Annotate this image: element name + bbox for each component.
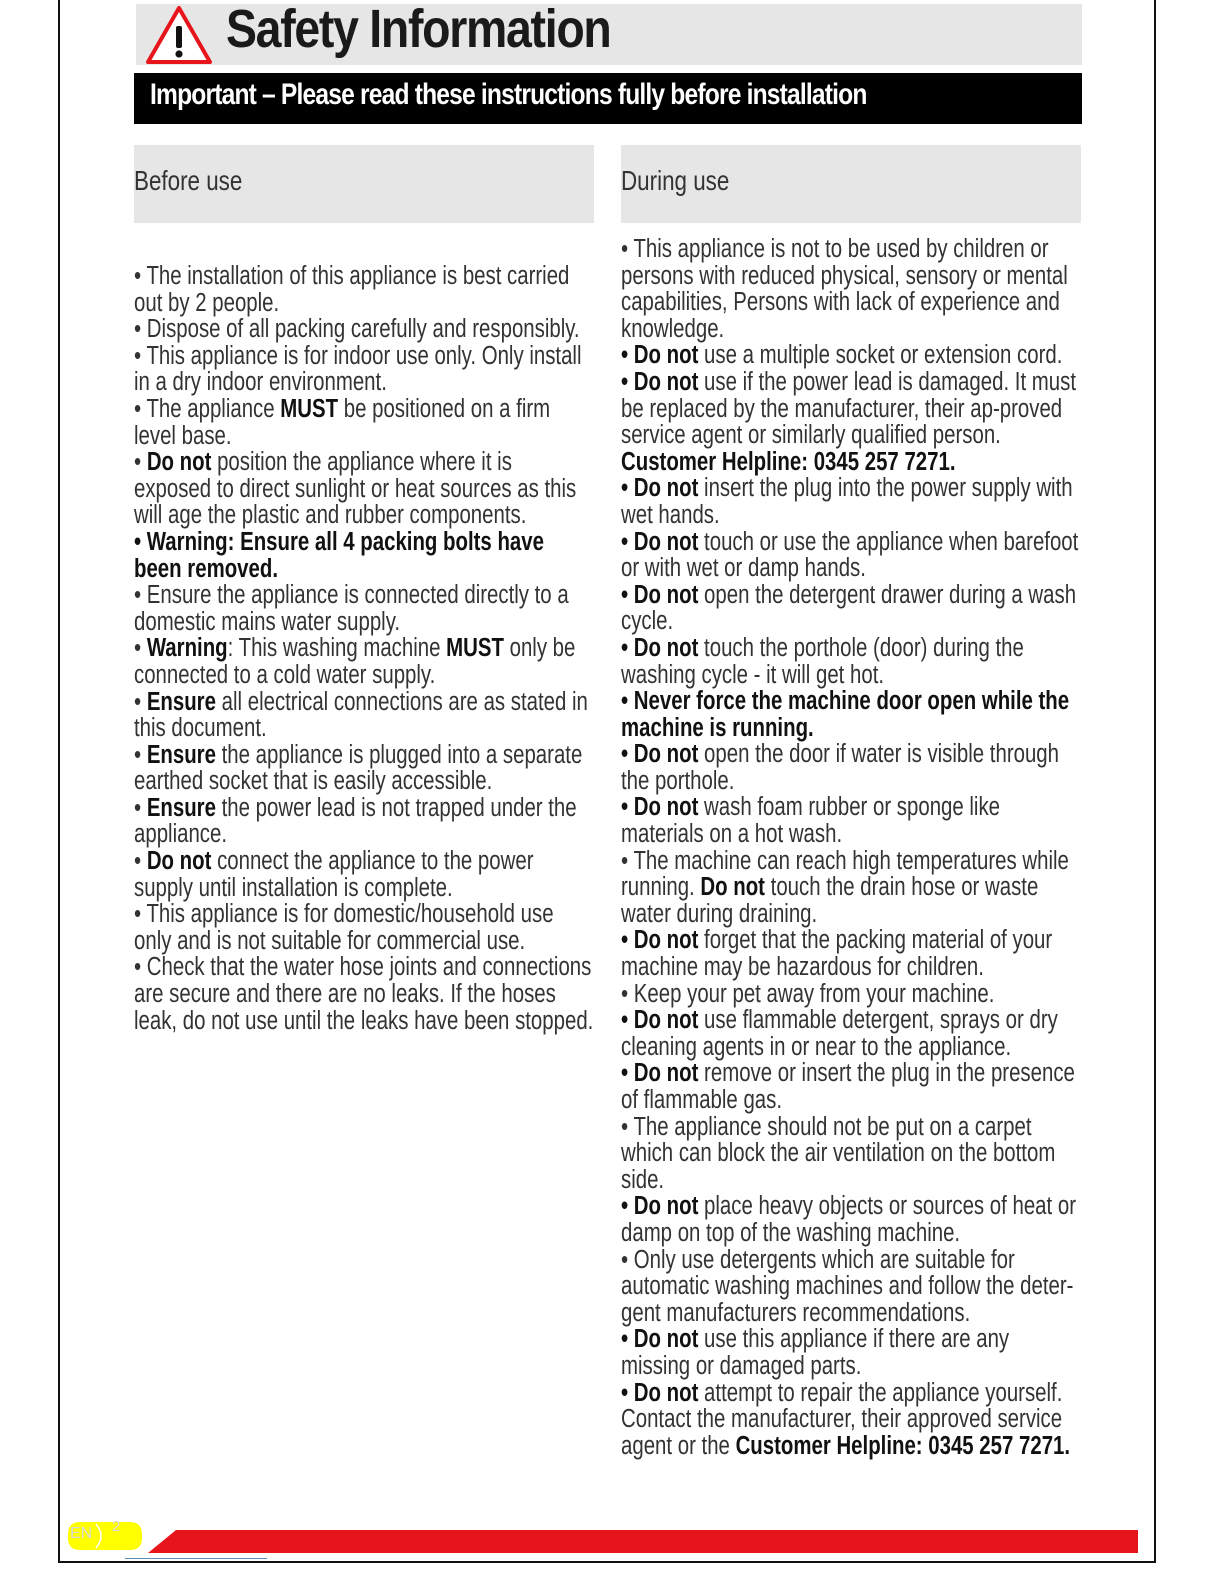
safety-item-emphasis: • Do not [621, 1378, 699, 1407]
safety-item-text: • This appliance is for domestic/household use only and is not suitable for commercial use. [134, 900, 554, 955]
safety-item-text: be positioned on a firm level base. [134, 394, 551, 450]
safety-item [621, 1380, 1081, 1460]
title-bar [136, 0, 1082, 65]
safety-item-emphasis: Customer Helpline: 0345 257 7271. [621, 447, 956, 476]
safety-item-emphasis: • Do not [621, 793, 699, 822]
safety-item-text: • The appliance should not be put on a carpet which can block the air ventilation on the bottom side. [621, 1112, 1056, 1194]
during-use-list [621, 236, 1081, 1459]
safety-item-emphasis: • Do not [621, 1059, 699, 1088]
safety-item-emphasis: • Do not [621, 474, 699, 503]
safety-item [134, 954, 594, 1034]
safety-item-emphasis: Do not [146, 847, 212, 876]
safety-item-text: • This appliance is not to be used by children or persons with reduced physical, sensory or mental capabilities, Persons with lack of experience and knowledge. [621, 235, 1068, 343]
safety-item [621, 1193, 1081, 1246]
safety-item-text: • Ensure the appliance is connected directly to a domestic mains water supply. [134, 581, 569, 636]
safety-item-text: open the door if water is visible through the porthole. [621, 740, 1059, 795]
safety-item [134, 263, 594, 316]
safety-item-text: use a multiple socket or extension cord. [698, 341, 1063, 370]
safety-item-text: all electrical connections are as stated in this document. [134, 687, 588, 743]
safety-item-text: insert the plug into the power supply with wet hands. [621, 474, 1073, 529]
safety-item-emphasis: Do not [146, 448, 212, 477]
safety-item [621, 635, 1081, 688]
safety-item [621, 848, 1081, 928]
safety-item-text: the appliance is plugged into a separate earthed socket that is easily accessible. [134, 740, 583, 796]
safety-item-emphasis: • Do not [621, 633, 699, 662]
safety-item-text: remove or insert the plug in the presence of flammable gas. [621, 1059, 1075, 1114]
safety-item [621, 1247, 1081, 1327]
safety-item-emphasis: Warning [146, 634, 228, 663]
safety-item [621, 688, 1081, 741]
during-use-heading: During use [621, 165, 730, 196]
safety-item [134, 582, 594, 635]
important-banner [134, 73, 1082, 124]
safety-item [621, 529, 1081, 582]
safety-item [621, 342, 1081, 369]
safety-item [134, 316, 594, 343]
safety-item-emphasis: • Warning: Ensure all 4 packing bolts have been removed. [134, 527, 544, 583]
safety-item [621, 475, 1081, 528]
safety-item [621, 794, 1081, 847]
during-use-heading-box [621, 145, 1081, 223]
safety-item-emphasis: • Do not [621, 1006, 699, 1035]
safety-item-text: open the detergent drawer during a wash cycle. [621, 580, 1077, 636]
safety-item-emphasis: • Do not [621, 1325, 699, 1354]
safety-item [134, 529, 594, 582]
safety-item-text: • [134, 687, 147, 716]
safety-item-emphasis: • Never force the machine door open while the machine is running. [621, 687, 1070, 742]
safety-item-text: : This washing machine [227, 634, 447, 663]
safety-item [621, 1114, 1081, 1194]
footer-underline [125, 1558, 267, 1559]
safety-item-text: touch the porthole (door) during the washing cycle - it will get hot. [621, 633, 1024, 689]
safety-item-emphasis: MUST [446, 634, 504, 663]
safety-item [134, 396, 594, 449]
safety-item-text: connect the appliance to the power supply until installation is complete. [134, 847, 534, 902]
page-number: 2 [112, 1518, 121, 1535]
safety-item-emphasis: Do not [700, 873, 765, 902]
safety-item-text: touch the drain hose or waste water during draining. [621, 873, 1039, 928]
safety-item-emphasis: • Do not [621, 341, 699, 370]
safety-item [621, 369, 1081, 475]
safety-item-text: • The appliance [134, 394, 281, 423]
safety-item [621, 236, 1081, 342]
red-footer-strip [148, 1530, 1138, 1553]
safety-item-text: use if the power lead is damaged. It must be replaced by the manufacturer, their ap-proved service agent or similarly qualified person. [621, 367, 1076, 450]
safety-item [621, 927, 1081, 980]
safety-item-emphasis: • Do not [621, 527, 699, 556]
safety-item-text: • Check that the water hose joints and connections are secure and there are no leaks. If the hoses leak, do not use until the leaks have been stopped. [134, 953, 594, 1035]
safety-item [134, 635, 594, 688]
safety-item-text: place heavy objects or sources of heat or damp on top of the washing machine. [621, 1192, 1076, 1247]
safety-item [134, 343, 594, 396]
before-use-heading-box [134, 145, 594, 223]
safety-item-text: • [134, 448, 147, 477]
safety-item [621, 1007, 1081, 1060]
safety-item-emphasis: Ensure [146, 793, 216, 822]
safety-item-text: • Only use detergents which are suitable for automatic washing machines and follow the deter-gent manufacturers recommendations. [621, 1245, 1074, 1327]
safety-item-text: attempt to repair the appliance yourself. Contact the manufacturer, their approved service agent or the [621, 1378, 1063, 1460]
safety-item-text: touch or use the appliance when barefoot or with wet or damp hands. [621, 527, 1079, 583]
safety-item-text: forget that the packing material of your machine may be hazardous for children. [621, 926, 1053, 982]
safety-item-text: • The installation of this appliance is best carried out by 2 people. [134, 262, 570, 317]
safety-item-emphasis: Ensure [146, 687, 216, 716]
safety-item [621, 582, 1081, 635]
safety-item-text: position the appliance where it is exposed to direct sunlight or heat sources as this will age the plastic and rubber components. [134, 448, 577, 530]
page-title: Safety Information [226, 0, 611, 59]
safety-item-text: • [134, 740, 147, 769]
safety-item-text: only be connected to a cold water supply. [134, 634, 576, 689]
important-banner-text: Important – Please read these instructions fully before installation [150, 78, 867, 111]
safety-item-text: • [134, 793, 147, 822]
safety-item [134, 689, 594, 742]
safety-item-text: • [134, 634, 147, 663]
safety-item-text: • Keep your pet away from your machine. [621, 979, 995, 1008]
safety-item-text: • This appliance is for indoor use only. Only install in a dry indoor environment. [134, 341, 582, 397]
safety-item-emphasis: Ensure [146, 740, 216, 769]
safety-item-emphasis: • Do not [621, 926, 699, 955]
safety-item-emphasis: • Do not [621, 580, 699, 609]
safety-item-emphasis: • Do not [621, 367, 699, 396]
before-use-heading: Before use [134, 165, 243, 196]
safety-item-text: use this appliance if there are any missing or damaged parts. [621, 1325, 1010, 1380]
safety-item-text: the power lead is not trapped under the appliance. [134, 793, 577, 849]
safety-item [134, 742, 594, 795]
before-use-list [134, 263, 594, 1034]
language-label: EN [70, 1525, 93, 1542]
safety-item [134, 901, 594, 954]
safety-item-text: wash foam rubber or sponge like materials on a hot wash. [621, 793, 1001, 849]
safety-item-emphasis: MUST [280, 394, 339, 423]
safety-item-text: • [134, 847, 147, 876]
safety-item [621, 1060, 1081, 1113]
safety-item [134, 795, 594, 848]
safety-item-emphasis: • Do not [621, 740, 699, 769]
safety-item-text: use flammable detergent, sprays or dry cleaning agents in or near to the appliance. [621, 1006, 1058, 1061]
safety-item-emphasis: • Do not [621, 1192, 699, 1221]
safety-item-emphasis: Customer Helpline: 0345 257 7271. [735, 1431, 1071, 1460]
safety-item [621, 1326, 1081, 1379]
safety-item [621, 741, 1081, 794]
safety-item [134, 449, 594, 529]
safety-item-text: • The machine can reach high temperatures while running. [621, 846, 1069, 902]
safety-item [134, 848, 594, 901]
warning-triangle-icon [144, 4, 214, 66]
safety-item-text: • Dispose of all packing carefully and responsibly. [134, 315, 580, 344]
safety-item [621, 981, 1081, 1008]
